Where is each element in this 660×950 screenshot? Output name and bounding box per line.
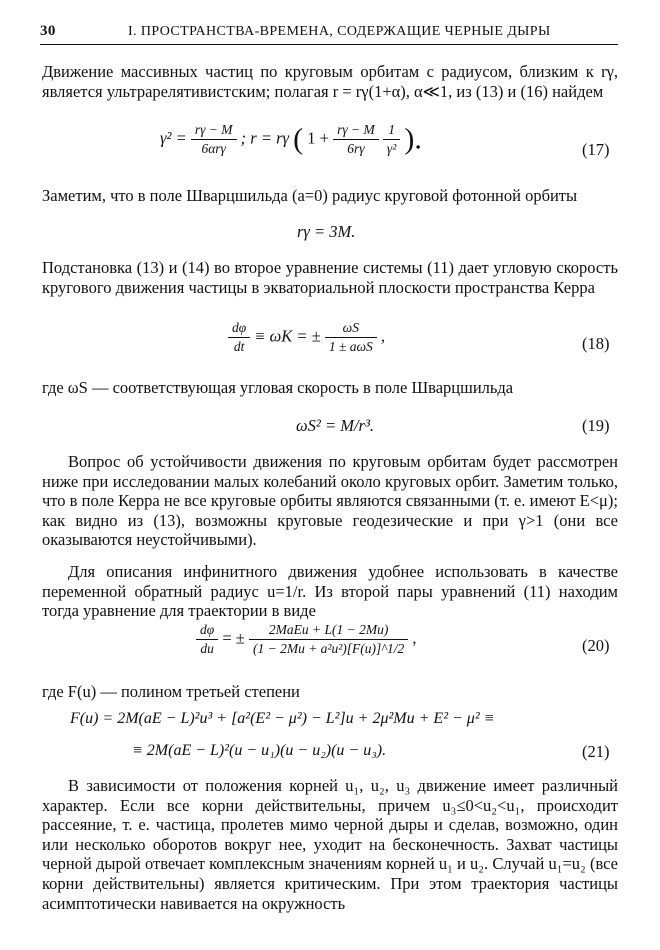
eq18-rhs-fraction <box>325 320 377 355</box>
eq20-lhs-numerator: dφ <box>196 622 218 640</box>
eq20-comma: , <box>412 628 417 648</box>
equation-21-line-1 <box>70 710 494 728</box>
eq21-line-2-formula: ≡ 2M(aE − L)²(u − u₁)(u − u₂)(u − u₃). <box>132 742 387 759</box>
eq18-rhs-denominator: 1 ± aωS <box>328 339 373 354</box>
eq18-lhs-numerator: dφ <box>228 320 250 338</box>
eq18-lhs-fraction <box>228 320 250 355</box>
chapter-title: I. ПРОСТРАНСТВА-ВРЕМЕНА, СОДЕРЖАЩИЕ ЧЕРНЫЕ ДЫРЫ <box>128 24 551 39</box>
eq17-paren-open: ( <box>293 122 304 156</box>
equation-18-number: (18) <box>582 334 610 353</box>
eq17-paren-close: ). <box>404 122 422 156</box>
equation-17 <box>160 122 422 157</box>
equation-20-number: (20) <box>582 636 610 655</box>
equation-18 <box>228 320 385 355</box>
eq18-rhs-numerator: ωS <box>325 320 377 338</box>
page-number: 30 <box>40 23 56 39</box>
eq17-one-plus: 1 + <box>307 128 329 148</box>
paragraph-1: Движение массивных частиц по круговым орбитам с радиусом, близким к rγ, является ультрарелятивистским; полагая r = rγ(1+α), α≪1, из (13) и (16) найдем <box>42 62 618 101</box>
eq17-fraction-1 <box>191 122 237 157</box>
eq20-rhs-fraction <box>249 622 408 657</box>
eq17-separator: ; r = rγ <box>240 128 290 148</box>
eq21-line-1-formula: F(u) = 2M(aE − L)²u³ + [a²(E² − μ²) − L²]u + 2μ²Mu + E² − μ² ≡ <box>70 710 495 727</box>
eq17-numerator-3: 1 <box>383 122 400 140</box>
equation-21-number: (21) <box>582 742 610 761</box>
eq20-lhs-denominator: du <box>200 641 214 656</box>
paragraph-7: где F(u) — полином третьей степени <box>42 682 300 701</box>
eq20-rhs-numerator: 2MaEu + L(1 − 2Mu) <box>249 622 408 640</box>
eq17-fraction-3 <box>383 122 400 157</box>
equation-20 <box>196 622 416 657</box>
equation-photon-orbit <box>297 222 355 242</box>
paragraph-4: где ωS — соответствующая угловая скорость в поле Шварцшильда <box>42 378 514 397</box>
equation-17-number: (17) <box>582 140 610 159</box>
eq20-lhs-fraction <box>196 622 218 657</box>
eq20-rhs-denominator: (1 − 2Mu + a²u²)[F(u)]^1/2 <box>252 641 405 656</box>
equation-21-line-2 <box>132 742 386 760</box>
equation-19 <box>296 416 374 436</box>
eq17-denominator-2: 6rγ <box>347 141 365 156</box>
paragraph-6: Для описания инфинитного движения удобнее использовать в качестве переменной обратный радиус u=1/r. Из второй пары уравнений (11) находим тогда уравнение для траектории в виде <box>42 562 618 621</box>
eq17-numerator-2: rγ − M <box>333 122 379 140</box>
running-header <box>40 22 618 45</box>
eq17-denominator-3: γ² <box>386 141 397 156</box>
paragraph-5: Вопрос об устойчивости движения по круговым орбитам будет рассмотрен ниже при исследовании малых колебаний около круговых орбит. Заметим только, что в поле Керра не все круговые орбиты являются связанными (т. е. имеют E<μ); как видно из (13), возможны круговые геодезические и при γ>1 (они все оказываются неустойчивыми). <box>42 452 618 550</box>
eq17-numerator-1: rγ − M <box>191 122 237 140</box>
eq20-middle: = ± <box>222 628 245 648</box>
paragraph-2: Заметим, что в поле Шварцшильда (a=0) радиус круговой фотонной орбиты <box>42 186 578 205</box>
eq17-denominator-1: 6αrγ <box>201 141 226 156</box>
paragraph-8: В зависимости от положения корней u₁, u₂, u₃ движение имеет различный характер. Если все корни действительны, причем u₃≤0<u₂<u₁, происходит рассеяние, т. е. частица, пролетев мимо черной дыры и сделав, возможно, один или несколько оборотов вокруг нее, уходит на бесконечность. Захват частицы черной дырой отвечает комплексным значениям корней u₁ и u₂. Случай u₁=u₂ (все корни действительны) является критическим. При этом траектория частицы асимптотически навивается на окружность <box>42 776 618 913</box>
eq19-formula: ωS² = M/r³. <box>296 416 375 435</box>
eq18-comma: , <box>380 326 386 346</box>
eq17-fraction-2 <box>333 122 379 157</box>
eq17-lhs: γ² = <box>160 128 187 148</box>
paragraph-3: Подстановка (13) и (14) во второе уравнение системы (11) дает угловую скорость кругового движения частицы в экваториальной плоскости пространства Керра <box>42 258 618 297</box>
eq18-lhs-denominator: dt <box>233 339 245 354</box>
equation-19-number: (19) <box>582 416 610 435</box>
eq18-middle: ≡ ωK = ± <box>254 326 321 346</box>
photon-orbit-formula: rγ = 3M. <box>297 222 356 241</box>
